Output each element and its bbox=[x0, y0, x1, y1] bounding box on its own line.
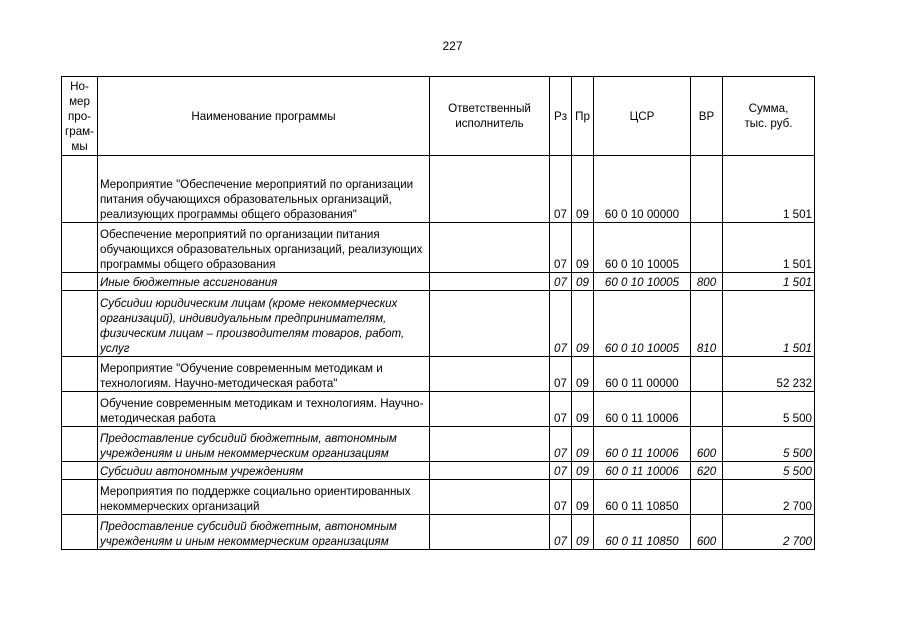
cell-pr: 09 bbox=[572, 515, 594, 550]
header-program-number: Но- мер про- грам- мы bbox=[62, 77, 98, 156]
cell-pr: 09 bbox=[572, 223, 594, 273]
cell-program-number bbox=[62, 156, 98, 223]
cell-vr: 800 bbox=[691, 273, 723, 291]
table-row bbox=[62, 392, 815, 427]
cell-sum: 5 500 bbox=[723, 392, 815, 427]
table-body bbox=[62, 156, 815, 550]
cell-rz: 07 bbox=[550, 357, 572, 392]
cell-sum: 2 700 bbox=[723, 480, 815, 515]
cell-responsible bbox=[430, 480, 550, 515]
cell-csr: 60 0 11 10850 bbox=[594, 480, 691, 515]
cell-program-number bbox=[62, 392, 98, 427]
table-row bbox=[62, 223, 815, 273]
header-pr: Пр bbox=[572, 77, 594, 156]
cell-vr bbox=[691, 156, 723, 223]
cell-csr: 60 0 10 00000 bbox=[594, 156, 691, 223]
cell-csr: 60 0 11 00000 bbox=[594, 357, 691, 392]
cell-pr: 09 bbox=[572, 357, 594, 392]
cell-pr: 09 bbox=[572, 462, 594, 480]
cell-csr: 60 0 11 10006 bbox=[594, 427, 691, 462]
cell-program-number bbox=[62, 462, 98, 480]
cell-program-number bbox=[62, 273, 98, 291]
cell-rz: 07 bbox=[550, 427, 572, 462]
table-row bbox=[62, 480, 815, 515]
cell-program-name: Мероприятие "Обучение современным методикам и технологиям. Научно-методическая работа" bbox=[98, 357, 430, 392]
cell-pr: 09 bbox=[572, 427, 594, 462]
header-csr: ЦСР bbox=[594, 77, 691, 156]
cell-rz: 07 bbox=[550, 392, 572, 427]
cell-responsible bbox=[430, 156, 550, 223]
cell-rz: 07 bbox=[550, 273, 572, 291]
cell-responsible bbox=[430, 223, 550, 273]
cell-sum: 1 501 bbox=[723, 291, 815, 357]
header-rz: Рз bbox=[550, 77, 572, 156]
table-row bbox=[62, 291, 815, 357]
cell-pr: 09 bbox=[572, 480, 594, 515]
cell-program-number bbox=[62, 357, 98, 392]
cell-program-number bbox=[62, 427, 98, 462]
cell-vr bbox=[691, 480, 723, 515]
cell-responsible bbox=[430, 515, 550, 550]
cell-rz: 07 bbox=[550, 223, 572, 273]
cell-program-number bbox=[62, 480, 98, 515]
cell-responsible bbox=[430, 427, 550, 462]
cell-pr: 09 bbox=[572, 392, 594, 427]
cell-rz: 07 bbox=[550, 480, 572, 515]
page-number: 227 bbox=[442, 39, 463, 53]
cell-rz: 07 bbox=[550, 515, 572, 550]
budget-program-table bbox=[61, 76, 815, 550]
header-sum: Сумма, тыс. руб. bbox=[723, 77, 815, 156]
cell-program-name: Обучение современным методикам и технологиям. Научно-методическая работа bbox=[98, 392, 430, 427]
cell-csr: 60 0 11 10850 bbox=[594, 515, 691, 550]
cell-program-name: Мероприятие "Обеспечение мероприятий по организации питания обучающихся образовательных организаций, реализующих программы общего образования" bbox=[98, 156, 430, 223]
table-row bbox=[62, 156, 815, 223]
cell-pr: 09 bbox=[572, 291, 594, 357]
cell-rz: 07 bbox=[550, 462, 572, 480]
cell-sum: 5 500 bbox=[723, 462, 815, 480]
cell-vr: 810 bbox=[691, 291, 723, 357]
cell-program-number bbox=[62, 291, 98, 357]
cell-responsible bbox=[430, 273, 550, 291]
cell-vr: 600 bbox=[691, 515, 723, 550]
cell-program-number bbox=[62, 223, 98, 273]
header-program-name: Наименование программы bbox=[98, 77, 430, 156]
cell-csr: 60 0 10 10005 bbox=[594, 291, 691, 357]
cell-responsible bbox=[430, 291, 550, 357]
cell-vr: 600 bbox=[691, 427, 723, 462]
table-row bbox=[62, 515, 815, 550]
cell-program-name: Обеспечение мероприятий по организации питания обучающихся образовательных организаций, реализующих программы общего образования bbox=[98, 223, 430, 273]
header-vr: ВР bbox=[691, 77, 723, 156]
cell-program-name: Предоставление субсидий бюджетным, автономным учреждениям и иным некоммерческим организациям bbox=[98, 515, 430, 550]
cell-vr: 620 bbox=[691, 462, 723, 480]
cell-csr: 60 0 11 10006 bbox=[594, 462, 691, 480]
cell-program-name: Субсидии юридическим лицам (кроме некоммерческих организаций), индивидуальным предпринимателям, физическим лицам – производителям товаров, работ, услуг bbox=[98, 291, 430, 357]
table-row bbox=[62, 462, 815, 480]
cell-program-number bbox=[62, 515, 98, 550]
cell-program-name: Предоставление субсидий бюджетным, автономным учреждениям и иным некоммерческим организациям bbox=[98, 427, 430, 462]
cell-csr: 60 0 10 10005 bbox=[594, 273, 691, 291]
table-row bbox=[62, 357, 815, 392]
table-header-row bbox=[62, 77, 815, 156]
cell-pr: 09 bbox=[572, 156, 594, 223]
cell-pr: 09 bbox=[572, 273, 594, 291]
cell-sum: 1 501 bbox=[723, 223, 815, 273]
cell-responsible bbox=[430, 462, 550, 480]
cell-program-name: Субсидии автономным учреждениям bbox=[98, 462, 430, 480]
cell-vr bbox=[691, 392, 723, 427]
cell-csr: 60 0 10 10005 bbox=[594, 223, 691, 273]
cell-rz: 07 bbox=[550, 156, 572, 223]
cell-csr: 60 0 11 10006 bbox=[594, 392, 691, 427]
cell-sum: 5 500 bbox=[723, 427, 815, 462]
cell-rz: 07 bbox=[550, 291, 572, 357]
table-row bbox=[62, 273, 815, 291]
cell-responsible bbox=[430, 392, 550, 427]
cell-program-name: Мероприятия по поддержке социально ориентированных некоммерческих организаций bbox=[98, 480, 430, 515]
cell-sum: 2 700 bbox=[723, 515, 815, 550]
cell-vr bbox=[691, 223, 723, 273]
cell-sum: 1 501 bbox=[723, 156, 815, 223]
header-responsible: Ответственный исполнитель bbox=[430, 77, 550, 156]
table-row bbox=[62, 427, 815, 462]
cell-program-name: Иные бюджетные ассигнования bbox=[98, 273, 430, 291]
cell-sum: 1 501 bbox=[723, 273, 815, 291]
cell-vr bbox=[691, 357, 723, 392]
cell-sum: 52 232 bbox=[723, 357, 815, 392]
cell-responsible bbox=[430, 357, 550, 392]
